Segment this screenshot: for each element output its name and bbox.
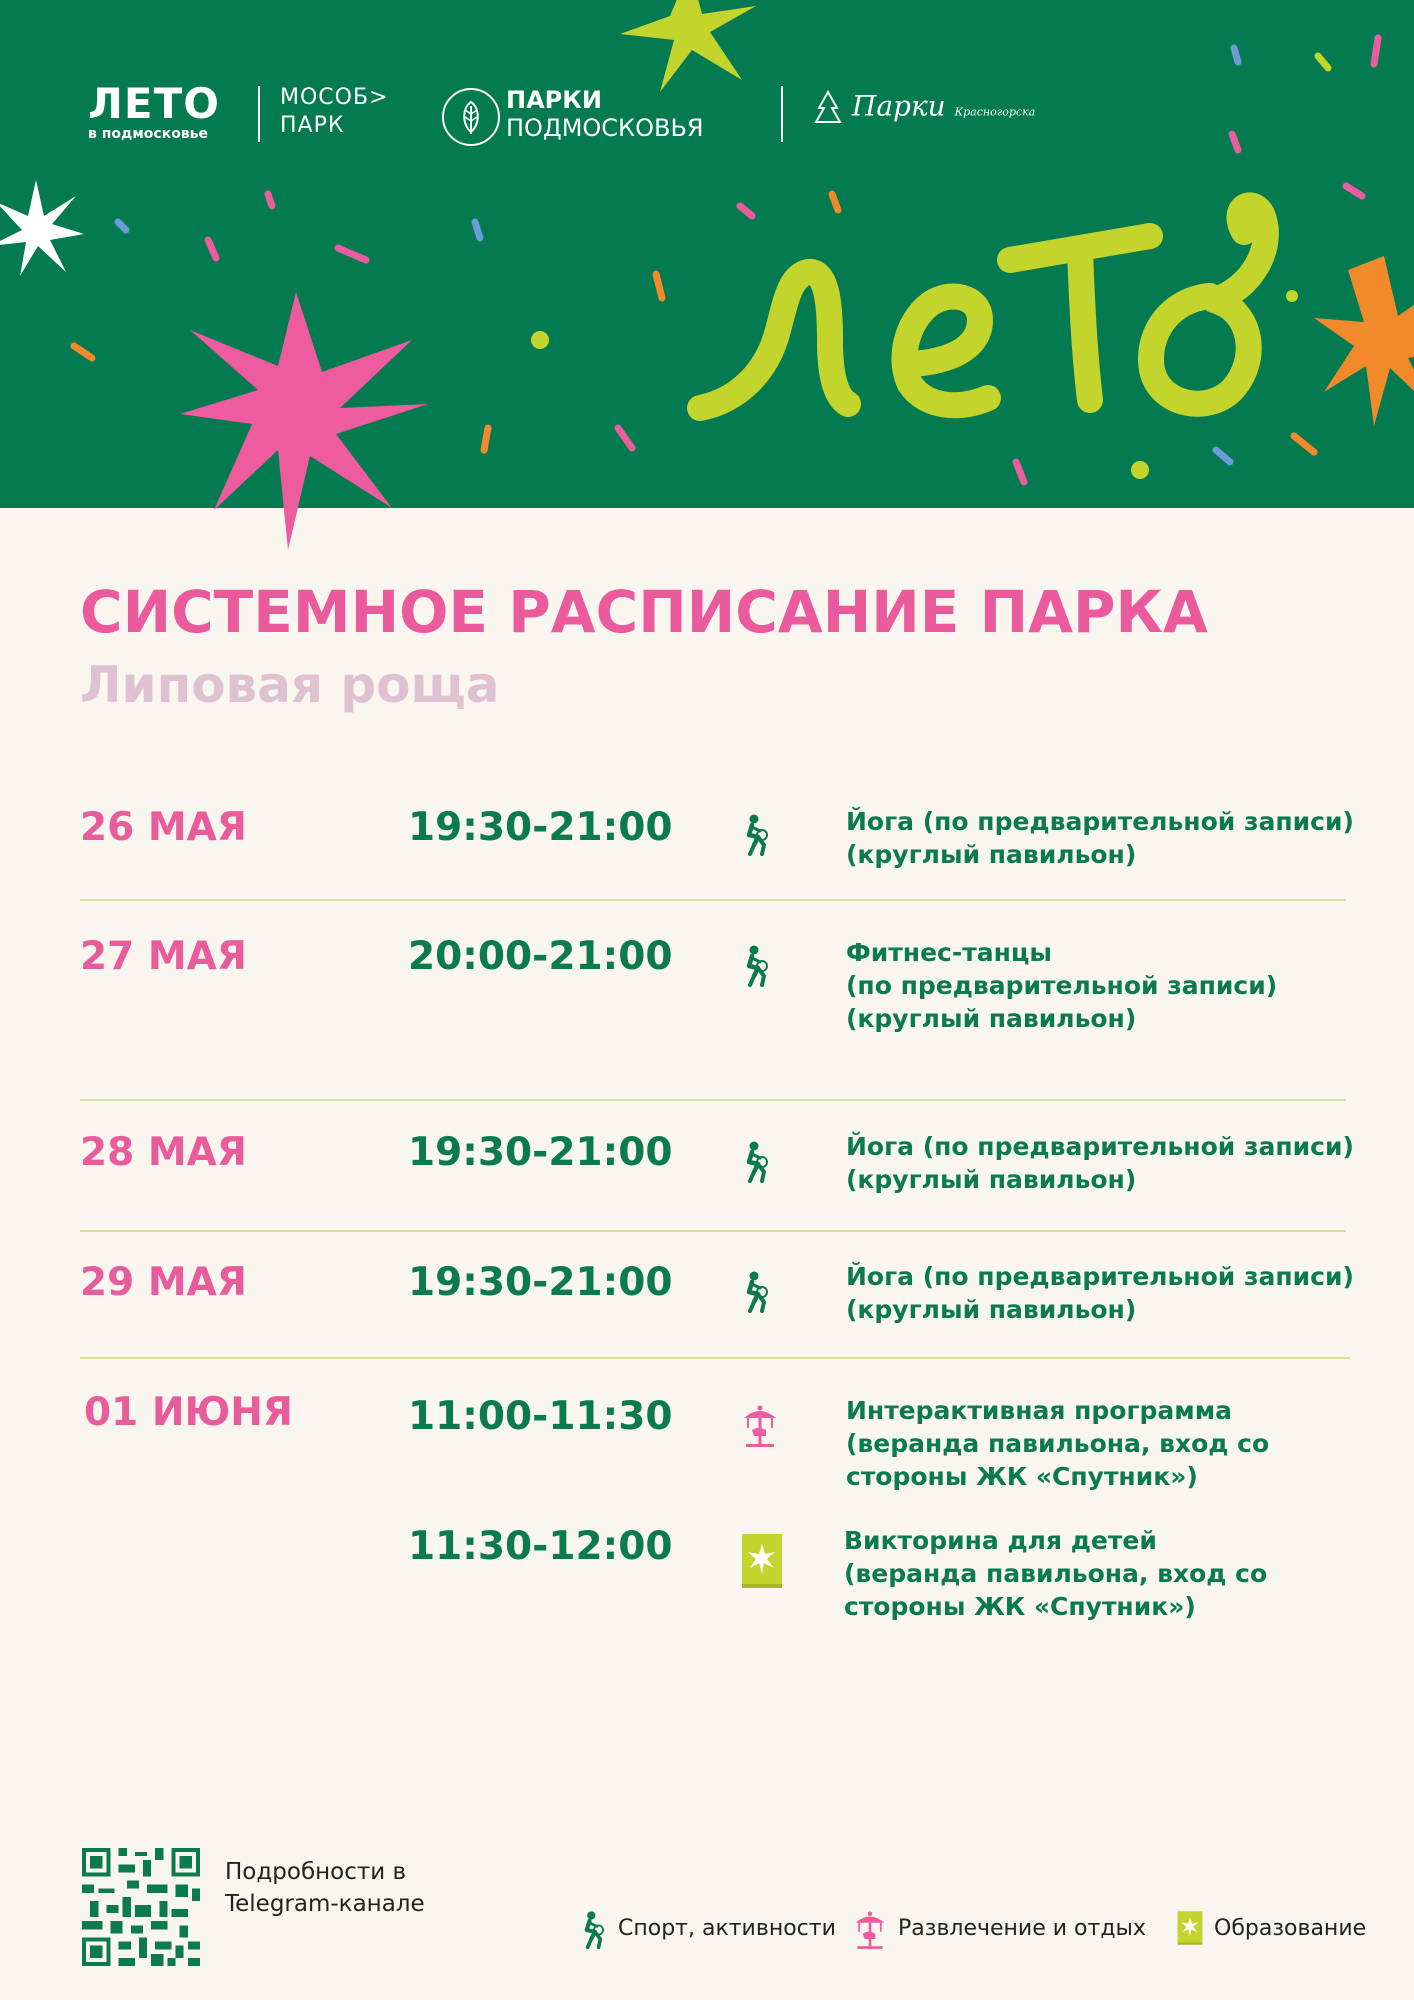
event-location: (круглый павильон) [846, 1165, 1137, 1194]
leaf-icon [442, 88, 500, 146]
event-date: 29 МАЯ [80, 1260, 247, 1305]
telegram-note-line2: Telegram-канале [225, 1891, 425, 1917]
event-date: 28 МАЯ [80, 1130, 247, 1175]
legend-label: Образование [1214, 1916, 1367, 1941]
event-location: (круглый павильон) [846, 1295, 1137, 1324]
logo-parki-line2: ПОДМОСКОВЬЯ [506, 114, 704, 142]
logo-kras-sub: Красногорска [954, 105, 1036, 119]
event-title: Интерактивная программа [846, 1396, 1233, 1425]
logo-mosob-line2: ПАРК [280, 113, 345, 138]
event-location-cont: стороны ЖК «Спутник») [844, 1592, 1196, 1621]
event-title: Йога (по предварительной записи) [846, 1132, 1354, 1161]
event-time: 11:00-11:30 [408, 1394, 673, 1439]
logo-mosob-line1: МОСОБ> [280, 85, 389, 110]
event-time: 19:30-21:00 [408, 805, 673, 850]
logo-parki-line1: ПАРКИ [506, 86, 602, 114]
logo-mosobpark [280, 84, 389, 140]
event-time: 11:30-12:00 [408, 1524, 673, 1569]
event-location: (веранда павильона, вход со [844, 1559, 1268, 1588]
event-note: (по предварительной записи) [846, 971, 1278, 1000]
row-divider [80, 1357, 1350, 1359]
sport-icon [742, 1140, 772, 1184]
sport-icon [742, 1270, 772, 1314]
carousel-icon [740, 1404, 780, 1448]
logo-leto-subtitle: в подмосковье [88, 126, 209, 142]
event-location: (круглый павильон) [846, 840, 1137, 869]
event-date: 27 МАЯ [80, 934, 247, 979]
legend-label: Спорт, активности [618, 1916, 836, 1941]
event-time: 19:30-21:00 [408, 1260, 673, 1305]
logo-leto [88, 79, 238, 142]
row-divider [80, 899, 1346, 901]
event-description [846, 805, 1366, 871]
event-time: 19:30-21:00 [408, 1130, 673, 1175]
event-description [846, 1260, 1366, 1326]
event-description [846, 1394, 1366, 1493]
row-divider [80, 1230, 1346, 1232]
sport-icon [742, 813, 772, 857]
education-icon [740, 1532, 784, 1590]
tree-icon [813, 90, 852, 123]
logo-leto-title: ЛЕТО [88, 79, 220, 128]
telegram-note [225, 1856, 425, 1920]
logo-divider [781, 86, 783, 142]
event-time: 20:00-21:00 [408, 934, 673, 979]
education-icon [1176, 1910, 1204, 1946]
qr-code[interactable] [82, 1848, 200, 1966]
park-name: Липовая роща [80, 656, 500, 714]
logo-kras-main: Парки [851, 89, 946, 123]
header-banner [0, 0, 1414, 508]
carousel-icon [852, 1910, 888, 1950]
row-divider [80, 1099, 1346, 1101]
event-date: 26 МАЯ [80, 805, 247, 850]
event-date: 01 ИЮНЯ [84, 1390, 293, 1435]
event-title: Йога (по предварительной записи) [846, 1262, 1354, 1291]
page-title: СИСТЕМНОЕ РАСПИСАНИЕ ПАРКА [80, 578, 1208, 646]
sport-icon [580, 1910, 608, 1950]
telegram-note-line1: Подробности в [225, 1859, 407, 1885]
event-location-cont: стороны ЖК «Спутник») [846, 1462, 1198, 1491]
event-description [846, 936, 1366, 1035]
event-title: Викторина для детей [844, 1526, 1157, 1555]
sport-icon [742, 944, 772, 988]
event-location: (веранда павильона, вход со [846, 1429, 1270, 1458]
logo-parki-krasnogorska [813, 88, 1035, 128]
event-title: Йога (по предварительной записи) [846, 807, 1354, 836]
event-description [846, 1130, 1366, 1196]
event-location: (круглый павильон) [846, 1004, 1137, 1033]
event-description [844, 1524, 1364, 1623]
event-title: Фитнес-танцы [846, 938, 1052, 967]
legend-label: Развлечение и отдых [898, 1916, 1146, 1941]
logo-divider [258, 86, 260, 142]
